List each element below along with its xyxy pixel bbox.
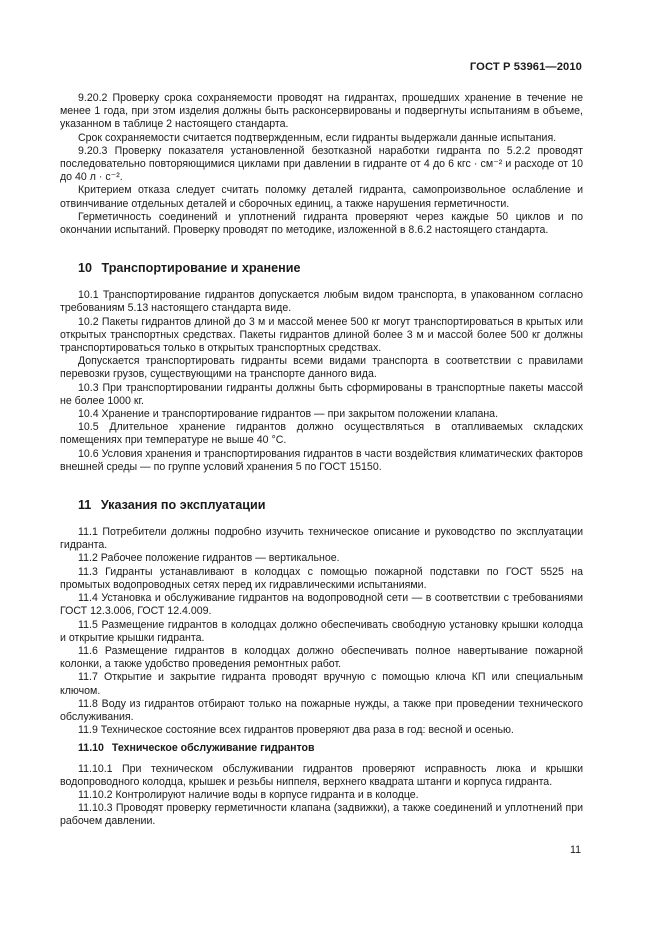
paragraph-9-20-3: 9.20.3 Проверку показателя установленной безотказной наработки гидранта по 5.2.2 проводят последовательно повторяющимися циклами при давлении в гидранте от 4 до 6 кгс · см⁻² и расходе от 10 до 40 л · с⁻². [60,144,583,184]
paragraph-11-9: 11.9 Техническое состояние всех гидрантов проверяют два раза в год: весной и осенью. [78,724,514,737]
section-10-heading [60,261,583,276]
paragraph-11-8: 11.8 Воду из гидрантов отбирают только на пожарные нужды, а также при проведении технического обслуживания. [60,697,583,723]
paragraph-11-10-3: 11.10.3 Проводят проверку герметичности клапана (задвижки), а также соединений и уплотнений при рабочем давлении. [60,802,583,828]
paragraph-11-6: 11.6 Размещение гидрантов в колодцах должно обеспечивать полное навертывание пожарной колонки, а также удобство проведения ремонтных работ. [60,644,583,671]
paragraph-11-1: 11.1 Потребители должны подробно изучить техническое описание и руководство по эксплуатации гидранта. [60,526,583,552]
paragraph-11-4: 11.4 Установка и обслуживание гидрантов на водопроводной сети — в соответствии с требованиями ГОСТ 12.3.006, ГОСТ 12.4.009. [60,592,583,618]
page-number: 11 [570,844,581,856]
paragraph-10-6: 10.6 Условия хранения и транспортирования гидрантов в части воздействия климатических факторов внешней среды — по группе условий хранения 5 по ГОСТ 15150. [60,447,583,473]
paragraph-storage-confirmed: Срок сохраняемости считается подтвержденным, если гидранты выдержали данные испытания. [78,131,557,144]
section-11-heading [60,498,583,513]
document-standard-id: ГОСТ Р 53961—2010 [469,61,582,73]
subsection-11-10-number: 11.10 [78,742,104,755]
section-10-title: Транспортирование и хранение [101,261,301,276]
paragraph-11-5: 11.5 Размещение гидрантов в колодцах должно обеспечивать свободную установку крышки колодца и открытие крышки гидранта. [60,618,583,644]
paragraph-10-2-note: Допускается транспортировать гидранты всеми видами транспорта в соответствии с правилами перевозки грузов, существующими на транспорте данного вида. [60,355,583,381]
paragraph-10-4: 10.4 Хранение и транспортирование гидрантов — при закрытом положении клапана. [78,408,499,421]
section-10-number: 10 [78,261,93,276]
paragraph-10-1: 10.1 Транспортирование гидрантов допускается любым видом транспорта, в упакованном согласно требованиям 5.13 настоящего стандарта виде. [60,289,583,315]
paragraph-10-5: 10.5 Длительное хранение гидрантов должно осуществляться в отапливаемых складских помещениях при температуре не выше 40 °С. [60,421,583,447]
section-11-number: 11 [78,498,92,513]
section-11-title: Указания по эксплуатации [100,498,266,513]
paragraph-11-3: 11.3 Гидранты устанавливают в колодцах с помощью пожарной подставки по ГОСТ 5525 на промытых водопроводных сетях перед их гидравлическими испытаниями. [60,565,583,591]
subsection-11-10-heading [60,742,583,755]
page-content [60,92,583,829]
paragraph-tightness-check: Герметичность соединений и уплотнений гидранта проверяют через каждые 50 циклов и по окончании испытаний. Проверку проводят по методике, изложенной в 8.6.2 настоящего стандарта. [60,210,583,237]
paragraph-11-7: 11.7 Открытие и закрытие гидранта проводят вручную с помощью ключа КП или специальным ключом. [60,671,583,697]
paragraph-11-10-1: 11.10.1 При техническом обслуживании гидрантов проверяют исправность люка и крышки водопроводного колодца, крышек и резьбы ниппеля, верхнего квадрата штанги и корпуса гидранта. [60,762,583,788]
paragraph-failure-criterion: Критерием отказа следует считать поломку деталей гидранта, самопроизвольное ослабление и отвинчивание отдельных деталей и сборочных единиц, а также нарушения герметичности. [60,184,583,210]
paragraph-9-20-2: 9.20.2 Проверку срока сохраняемости проводят на гидрантах, прошедших хранение в течение не менее 1 года, при этом изделия должны быть расконсервированы и подвергнуты испытаниям в объеме, указанном в таблице 2 настоящего стандарта. [60,92,583,131]
paragraph-11-2: 11.2 Рабочее положение гидрантов — вертикальное. [78,552,340,565]
paragraph-11-10-2: 11.10.2 Контролируют наличие воды в корпусе гидранта и в колодце. [78,788,419,801]
subsection-11-10-title: Техническое обслуживание гидрантов [111,742,315,755]
paragraph-10-3: 10.3 При транспортировании гидранты должны быть сформированы в транспортные пакеты массой не более 1000 кг. [60,381,583,407]
paragraph-10-2: 10.2 Пакеты гидрантов длиной до 3 м и массой менее 500 кг могут транспортироваться в крытых или открытых транспортных средствах. Пакеты гидрантов длиной более 3 м и массой более 500 кг должны транспортироваться только в открытых транспортных средствах. [60,315,583,355]
